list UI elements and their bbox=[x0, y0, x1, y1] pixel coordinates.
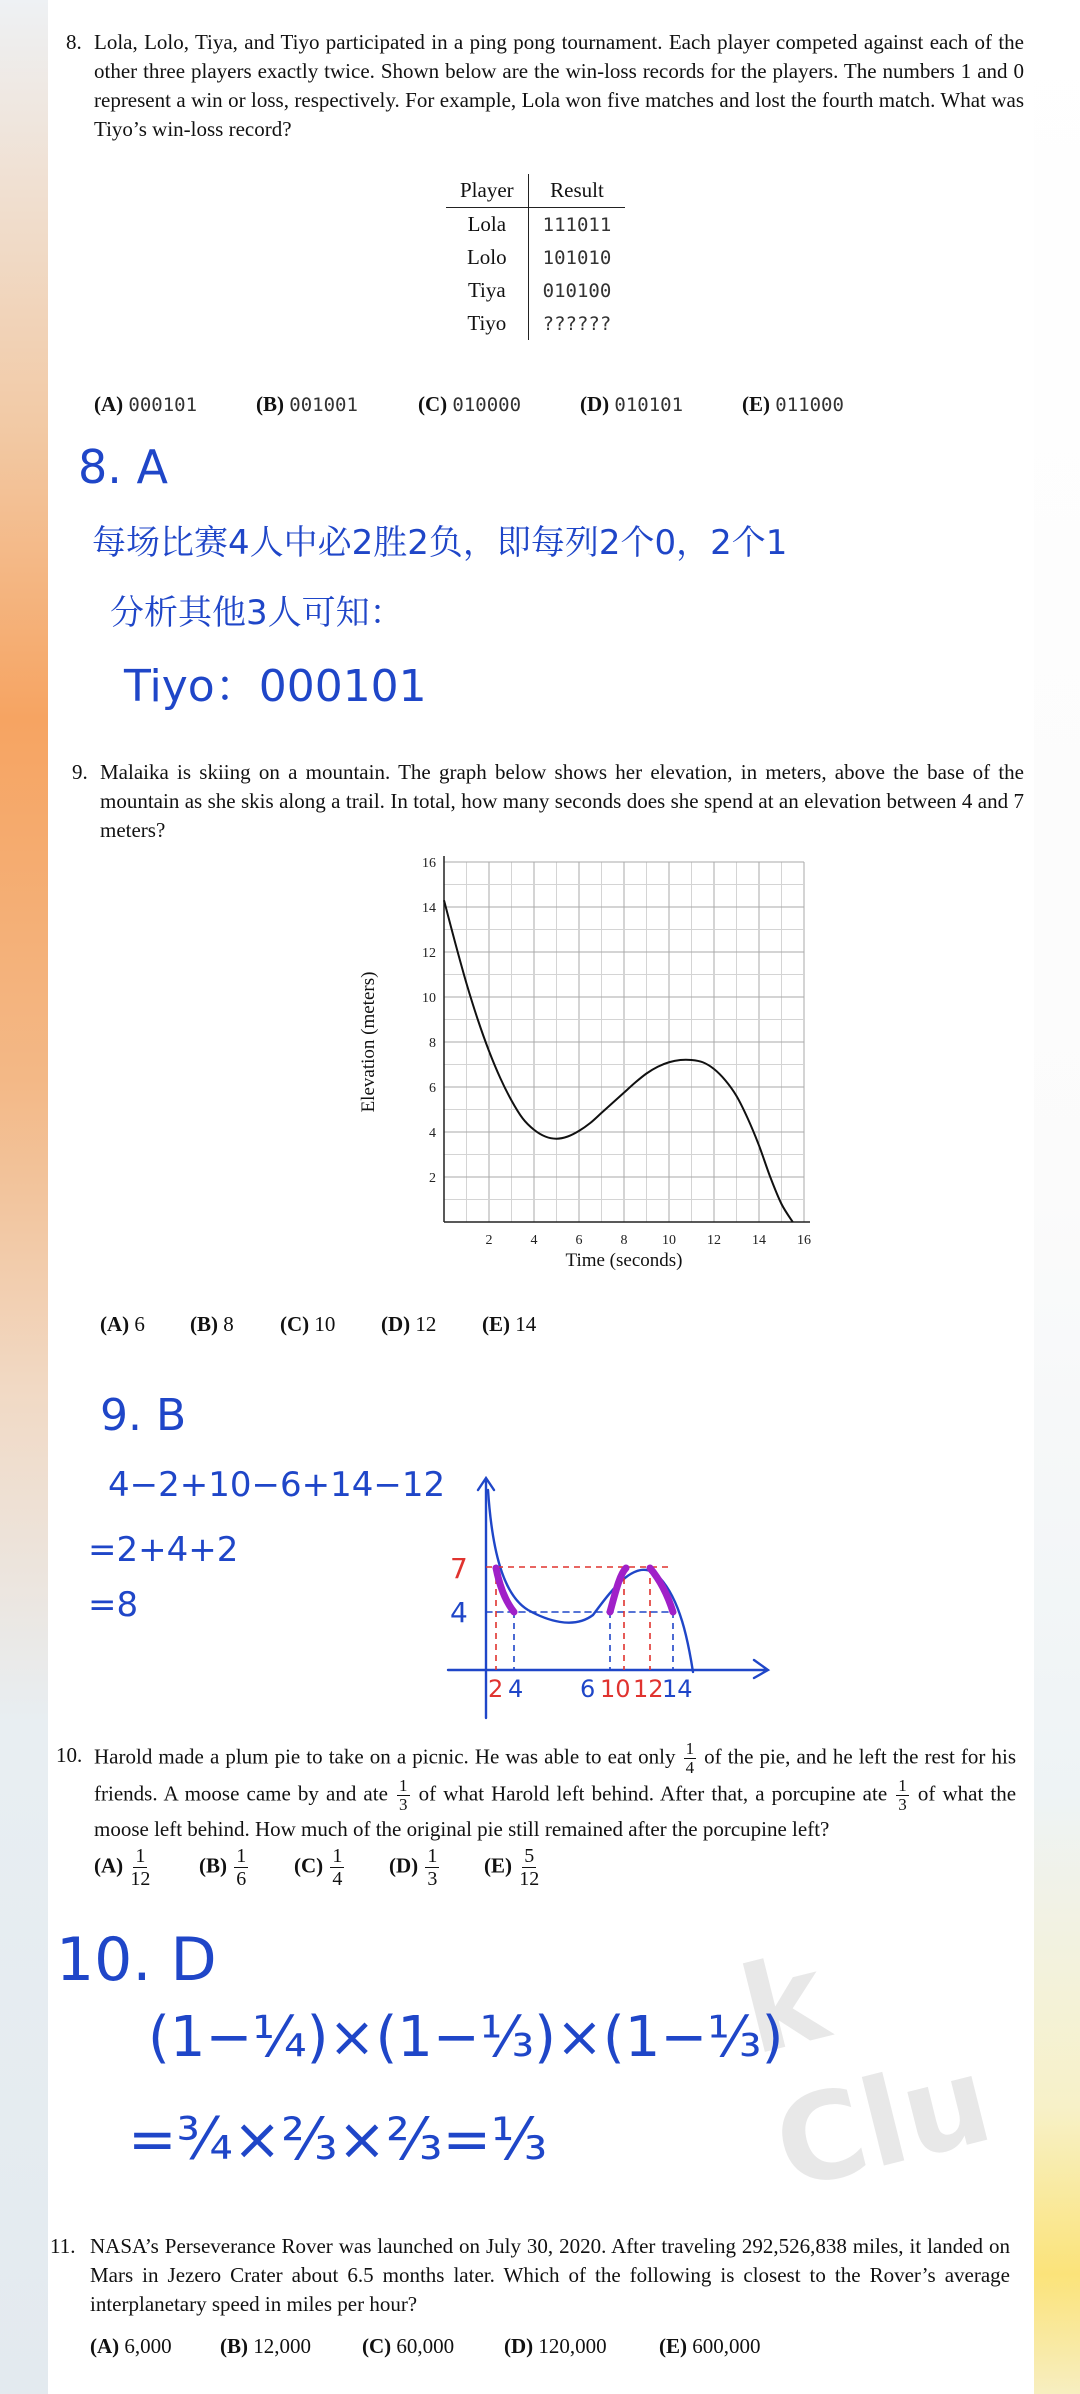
fraction: $\frac{1}{3}$ bbox=[399, 1776, 408, 1814]
handwritten-note: Tiyo：000101 bbox=[124, 661, 427, 712]
player-name: Tiyo bbox=[446, 307, 528, 340]
sketch-label-4: 4 bbox=[450, 1596, 468, 1629]
table-header-result: Result bbox=[528, 174, 625, 208]
y-tick-label: 8 bbox=[429, 1036, 436, 1051]
player-name: Lola bbox=[446, 208, 528, 242]
choice-d: (D) 010101 bbox=[580, 392, 684, 416]
y-tick-label: 14 bbox=[422, 901, 436, 916]
x-tick-label: 2 bbox=[485, 1233, 493, 1248]
sketch-tick: 14 bbox=[662, 1675, 693, 1703]
x-tick-label: 4 bbox=[530, 1233, 538, 1248]
question-number: 11. bbox=[50, 2234, 76, 2258]
answer-choices bbox=[100, 1312, 583, 1337]
handwritten-answer-10: 10. D bbox=[56, 1925, 217, 1995]
sketch-tick: 6 bbox=[580, 1675, 596, 1703]
right-background-edge bbox=[1034, 0, 1080, 2394]
player-result: 101010 bbox=[542, 246, 612, 269]
question-text: Lola, Lolo, Tiya, and Tiyo participated in a ping pong tournament. Each player competed against each of the other three players exactly twice. Shown below are the win-loss records for the players. The numbers 1 and 0 represent a win or loss, respectively. For example, Lola won five matches and lost the fourth match. What was Tiyo’s win-loss record? bbox=[94, 30, 1024, 141]
handwritten-answer-8: 8. A bbox=[78, 440, 168, 494]
player-result: ?????? bbox=[542, 312, 612, 335]
question-number: 10. bbox=[56, 1743, 83, 1767]
table-row bbox=[446, 274, 625, 307]
choice-e: (E) 14 bbox=[482, 1312, 537, 1336]
x-tick-label: 6 bbox=[575, 1233, 583, 1248]
choice-b: (B) 8 bbox=[190, 1312, 234, 1336]
y-tick-label: 16 bbox=[422, 856, 436, 871]
y-tick-label: 12 bbox=[422, 946, 436, 961]
handwritten-answer-9: 9. B bbox=[100, 1390, 187, 1441]
table-row bbox=[446, 241, 625, 274]
sketch-label-7: 7 bbox=[450, 1552, 468, 1585]
choice-c: (C) 60,000 bbox=[362, 2334, 455, 2358]
sketch-tick: 10 bbox=[600, 1675, 631, 1703]
sketch-tick: 2 bbox=[488, 1675, 504, 1703]
text-fragment: of what Harold left behind. After that, a porcupine ate bbox=[418, 1781, 888, 1806]
choice-c: (C) $\frac{1}{4}$ bbox=[294, 1845, 343, 1890]
choice-a: (A) 6,000 bbox=[90, 2334, 172, 2358]
choice-d: (D) $\frac{1}{3}$ bbox=[389, 1845, 438, 1890]
sketch-guide-v bbox=[496, 1567, 650, 1670]
table-header-player: Player bbox=[446, 174, 528, 208]
y-tick-label: 6 bbox=[429, 1081, 436, 1096]
x-axis-label: Time (seconds) bbox=[565, 1250, 683, 1271]
player-result: 010100 bbox=[542, 279, 612, 302]
player-name: Tiya bbox=[446, 274, 528, 307]
left-background-edge bbox=[0, 0, 48, 2394]
sketch-tick: 12 bbox=[633, 1675, 664, 1703]
question-number: 9. bbox=[72, 760, 88, 784]
table-row bbox=[446, 208, 625, 242]
table-row bbox=[446, 307, 625, 340]
handwritten-note: =¾×⅔×⅔=⅓ bbox=[128, 2105, 548, 2173]
choice-d: (D) 120,000 bbox=[504, 2334, 607, 2358]
sketch-tick: 4 bbox=[508, 1675, 524, 1703]
x-tick-label: 14 bbox=[752, 1233, 766, 1248]
win-loss-table bbox=[446, 174, 625, 340]
x-tick-label: 8 bbox=[620, 1233, 628, 1248]
fraction: $\frac{1}{4}$ bbox=[685, 1739, 695, 1777]
choice-e: (E) 600,000 bbox=[659, 2334, 761, 2358]
series-line-elevation bbox=[444, 900, 793, 1222]
question-number: 8. bbox=[66, 30, 82, 54]
watermark: k Clu bbox=[728, 1928, 1004, 2218]
choice-c: (C) 010000 bbox=[418, 392, 522, 416]
handwritten-note: =8 bbox=[88, 1585, 139, 1625]
choice-b: (B) $\frac{1}{6}$ bbox=[199, 1845, 247, 1890]
choice-e: (E) $\frac{5}{12}$ bbox=[484, 1845, 540, 1890]
answer-choices bbox=[94, 1845, 579, 1890]
elevation-chart bbox=[328, 840, 848, 1290]
worksheet-page bbox=[48, 0, 1034, 2394]
choice-e: (E) 011000 bbox=[742, 392, 844, 416]
choice-d: (D) 12 bbox=[381, 1312, 437, 1336]
choice-b: (B) 12,000 bbox=[220, 2334, 311, 2358]
question-text: Malaika is skiing on a mountain. The graph below shows her elevation, in meters, above the base of the mountain as she skis along a trail. In total, how many seconds does she spend at an elevation between 4 and 7 meters? bbox=[100, 760, 1024, 842]
choice-c: (C) 10 bbox=[280, 1312, 336, 1336]
handwritten-note: 每场比赛4人中必2胜2负，即每列2个0，2个1 bbox=[92, 523, 788, 563]
x-tick-label: 10 bbox=[662, 1233, 676, 1248]
fraction: $\frac{1}{3}$ bbox=[898, 1776, 907, 1814]
player-name: Lolo bbox=[446, 241, 528, 274]
y-axis-label: Elevation (meters) bbox=[358, 971, 379, 1113]
x-tick-label: 12 bbox=[707, 1233, 721, 1248]
question-text bbox=[94, 1740, 1016, 1844]
choice-a: (A) $\frac{1}{12}$ bbox=[94, 1845, 151, 1890]
y-tick-label: 2 bbox=[429, 1171, 436, 1186]
handwritten-sketch bbox=[388, 1470, 788, 1720]
choice-b: (B) 001001 bbox=[256, 392, 358, 416]
choice-a: (A) 6 bbox=[100, 1312, 145, 1336]
x-tick-label: 16 bbox=[797, 1233, 811, 1248]
answer-choices bbox=[90, 2334, 814, 2359]
handwritten-note: (1−¼)×(1−⅓)×(1−⅓) bbox=[148, 2005, 784, 2070]
y-tick-label: 10 bbox=[422, 991, 436, 1006]
handwritten-note: 4−2+10−6+14−12 bbox=[108, 1465, 446, 1505]
handwritten-note: =2+4+2 bbox=[88, 1530, 239, 1570]
question-text: NASA’s Perseverance Rover was launched on July 30, 2020. After traveling 292,526,838 miles, it landed on Mars in Jezero Crater about 6.5 months later. Which of the following is closest to the Rover’s average interplanetary speed in miles per hour? bbox=[90, 2234, 1010, 2316]
choice-a: (A) 000101 bbox=[94, 392, 198, 416]
y-tick-label: 4 bbox=[429, 1126, 436, 1141]
handwritten-note: 分析其他3人可知： bbox=[110, 593, 404, 633]
text-fragment: of what the moose left behind. How much of the original pie still remained after the porcupine left? bbox=[94, 1781, 1017, 1841]
text-fragment: Harold made a plum pie to take on a picnic. He was able to eat only bbox=[94, 1744, 676, 1769]
text-fragment: of the pie, and he left the rest for his friends. A moose came by and ate bbox=[94, 1744, 1016, 1806]
player-result: 111011 bbox=[542, 213, 612, 236]
answer-choices bbox=[94, 392, 904, 417]
